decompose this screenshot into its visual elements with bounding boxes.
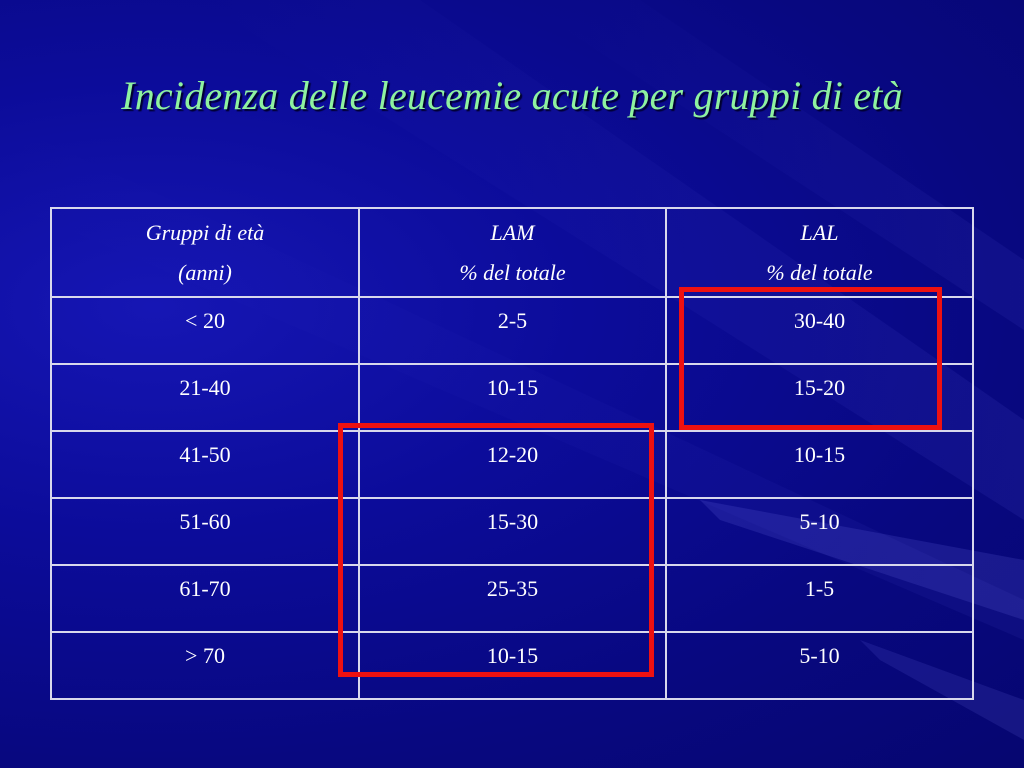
cell-lal: 30-40 xyxy=(666,297,973,364)
header-lam-label: LAM xyxy=(490,220,535,245)
cell-lal: 1-5 xyxy=(666,565,973,632)
slide-title: Incidenza delle leucemie acute per gruppi di età xyxy=(121,73,903,118)
cell-lal: 5-10 xyxy=(666,498,973,565)
lam-older-highlight-box xyxy=(338,423,654,677)
header-lal-unit: % del totale xyxy=(766,260,873,285)
cell-lal: 15-20 xyxy=(666,364,973,431)
cell-lam: 12-20 xyxy=(359,431,666,498)
cell-age: > 70 xyxy=(51,632,359,699)
cell-age: 21-40 xyxy=(51,364,359,431)
cell-age: 41-50 xyxy=(51,431,359,498)
header-age-group-unit: (anni) xyxy=(178,260,232,285)
cell-age: 61-70 xyxy=(51,565,359,632)
header-lal xyxy=(666,208,973,297)
header-age-group xyxy=(51,208,359,297)
cell-lam: 15-30 xyxy=(359,498,666,565)
cell-lam: 10-15 xyxy=(359,632,666,699)
table-header-row xyxy=(51,208,973,297)
header-age-group-label: Gruppi di età xyxy=(145,220,265,245)
cell-lam: 2-5 xyxy=(359,297,666,364)
header-lam xyxy=(359,208,666,297)
cell-age: 51-60 xyxy=(51,498,359,565)
cell-lam: 25-35 xyxy=(359,565,666,632)
cell-lal: 10-15 xyxy=(666,431,973,498)
cell-lal: 5-10 xyxy=(666,632,973,699)
cell-age: < 20 xyxy=(51,297,359,364)
header-lam-unit: % del totale xyxy=(459,260,566,285)
header-lal-label: LAL xyxy=(800,220,839,245)
cell-lam: 10-15 xyxy=(359,364,666,431)
lal-young-highlight-box xyxy=(679,287,942,430)
